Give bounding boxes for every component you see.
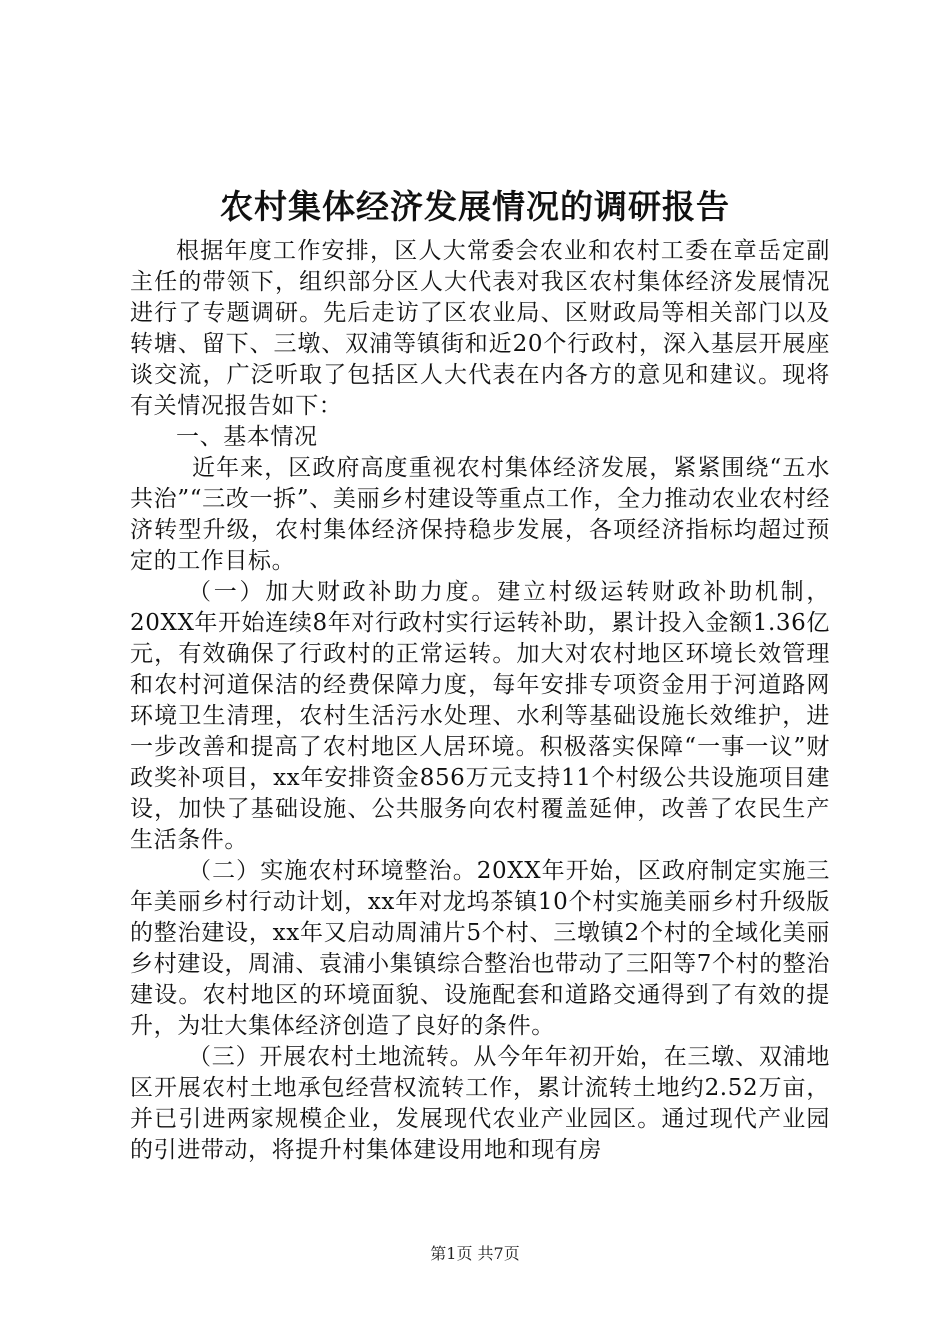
subsection-environment-paragraph: （二）实施农村环境整治。20XX年开始，区政府制定实施三年美丽乡村行动计划，xx年对龙坞茶镇10个村实施美丽乡村升级版的整治建设，xx年又启动周浦片5个村、三墩镇2个村的全域化美丽乡村建设，周浦、袁浦小集镇综合整治也带动了三阳等7个村的整治建设。农村地区的环境面貌、设施配套和道路交通得到了有效的提升，为壮大集体经济创造了良好的条件。 bbox=[130, 858, 830, 1039]
subsection-land-paragraph: （三）开展农村土地流转。从今年年初开始，在三墩、双浦地区开展农村土地承包经营权流转工作，累计流转土地约2.52万亩，并已引进两家规模企业，发展现代农业产业园区。通过现代产业园的引进带动，将提升村集体建设用地和现有房 bbox=[130, 1044, 830, 1163]
overview-paragraph: 近年来，区政府高度重视农村集体经济发展，紧紧围绕“五水共治”“三改一拆”、美丽乡村建设等重点工作，全力推动农业农村经济转型升级，农村集体经济保持稳步发展，各项经济指标均超过预定的工作目标。 bbox=[130, 455, 830, 574]
subsection-finance-paragraph: （一）加大财政补助力度。建立村级运转财政补助机制，20XX年开始连续8年对行政村实行运转补助，累计投入金额1.36亿元，有效确保了行政村的正常运转。加大对农村地区环境长效管理和农村河道保洁的经费保障力度，每年安排专项资金用于河道路网环境卫生清理，农村生活污水处理、水利等基础设施长效维护，进一步改善和提高了农村地区人居环境。积极落实保障“一事一议”财政奖补项目，xx年安排资金856万元支持11个村级公共设施项目建设，加快了基础设施、公共服务向农村覆盖延伸，改善了农民生产生活条件。 bbox=[130, 579, 830, 853]
document-title: 农村集体经济发展情况的调研报告 bbox=[220, 187, 730, 226]
document-body bbox=[130, 236, 830, 1166]
intro-paragraph: 根据年度工作安排，区人大常委会农业和农村工委在章岳定副主任的带领下，组织部分区人大代表对我区农村集体经济发展情况进行了专题调研。先后走访了区农业局、区财政局等相关部门以及转塘、留下、三墩、双浦等镇街和近20个行政村，深入基层开展座谈交流，广泛听取了包括区人大代表在内各方的意见和建议。现将有关情况报告如下： bbox=[130, 238, 830, 419]
page-footer: 第1页 共7页 bbox=[430, 1244, 520, 1263]
section-heading-basic: 一、基本情况 bbox=[176, 424, 318, 450]
